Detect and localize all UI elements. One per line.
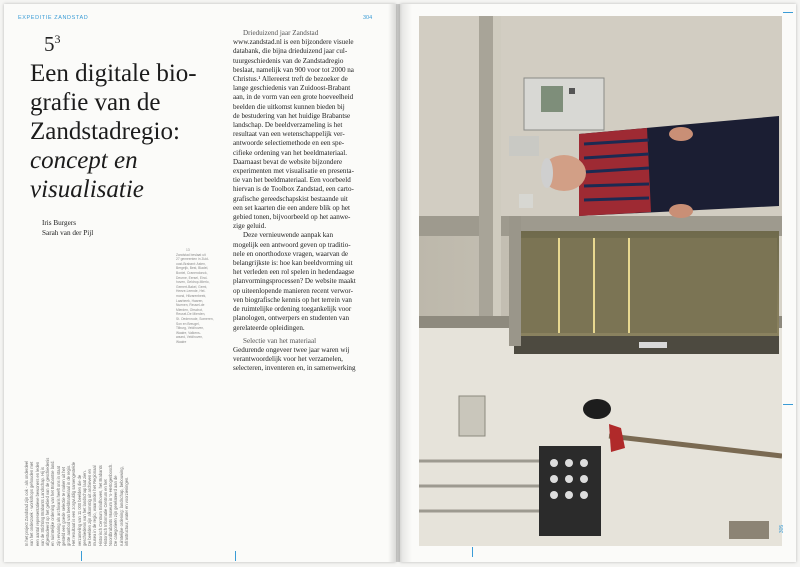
- body-line: experimenten met visualisatie en presenta-: [233, 167, 354, 176]
- body-line: Christus.¹ Allereerst treft de bezoeker de: [233, 75, 348, 84]
- body-line: antwoorde selectiemethode en een spe-: [233, 139, 345, 148]
- right-page: [400, 4, 796, 562]
- body-line: cifieke ordening van het beeldmateriaal.: [233, 148, 348, 157]
- side-note-line: Boxtel, Cranendonck,: [176, 270, 208, 275]
- body-line: belangrijkste is: hoe kan beeldvorming uit: [233, 259, 353, 268]
- rotated-note-line: ruimtelijke ordening: landschap, bebouwing,: [118, 466, 124, 546]
- side-note-line: Nuenen, Reusel-de: [176, 303, 205, 308]
- title-line-italic: concept en: [30, 147, 138, 174]
- blue-tick-mark: [472, 547, 473, 557]
- body-line: het verleden een rol spelen in hedendaagse: [233, 268, 355, 277]
- body-line: beelden die uitkomst kunnen bieden bij: [233, 102, 345, 111]
- rotated-note-line: Historisch Informatie Centrum en het: [102, 479, 108, 546]
- rotated-note-line: Noordbrabants Museum in 's-Hertogenbosch.: [108, 463, 113, 546]
- body-line: gerelateerde opleidingen.: [233, 323, 305, 332]
- rotated-note-line: een aantal representatieve bewoners en leden: [34, 461, 40, 546]
- side-note-line: hoven, Geldrop-Mierlo,: [176, 280, 210, 285]
- authors: [42, 218, 93, 238]
- rotated-note-line: In het project Zandstad zijn ook - als onderdeel: [24, 460, 29, 546]
- body-line: op uiteenlopende manieren recent verwor-: [233, 286, 354, 295]
- side-note-line: Deurne, Eersel, Eind-: [176, 275, 208, 280]
- chapter-number: [44, 32, 61, 57]
- body-line: planvormingsprocessen? De website maakt: [233, 277, 356, 286]
- left-page: [4, 4, 396, 562]
- rotated-note-line: De categorieën zijn gerelateerd aan de: [113, 475, 119, 546]
- rotated-note-line: van het onderzoek - workshops gehouden met: [29, 461, 35, 546]
- body-text: [233, 29, 381, 374]
- rotated-note-line: infrastructuur, water en voorzieningen.: [123, 476, 129, 546]
- body-line: www.zandstad.nl is een bijzondere visuele: [233, 38, 354, 47]
- body-line: gebied tonen, bijvoorbeeld op het aanwe-: [233, 213, 351, 222]
- side-note-number: 13: [186, 248, 190, 252]
- body-line: selecteren, inventeren en, in samenwerking: [233, 364, 356, 373]
- side-note-line: mond, Hilvarenbeek,: [176, 293, 207, 298]
- blue-tick-mark: [783, 404, 793, 405]
- body-line: beslaat, namelijk van 900 voor tot 2000 na: [233, 65, 354, 74]
- body-line: de ruimtelijke ordening toegankelijk voor: [233, 305, 352, 314]
- body-line: Deze vernieuwende aanpak kan: [243, 231, 334, 240]
- body-line: databank, die bijna drieduizend jaar cul-: [233, 47, 348, 56]
- rotated-note-line: gesteld een goede selectie te maken uit het: [60, 467, 66, 546]
- article-title: [30, 59, 235, 204]
- rotated-note-line: verzameling van 11 000 beelden die de: [76, 474, 82, 546]
- body-line: verantwoordelijk voor het verzamelen,: [233, 355, 343, 364]
- rotated-notes: [24, 416, 129, 546]
- page-number-left: 304: [363, 15, 373, 21]
- title-line: Een digitale bio-: [30, 60, 197, 87]
- side-note-line: Bergeijk, Best, Bladel,: [176, 266, 209, 271]
- body-line: lange geschiedenis van Zuidoost-Brabant: [233, 84, 351, 93]
- side-note-line: 27 gemeenten in Zuid-: [176, 257, 209, 262]
- rotated-note-line: en ruimtelijke ordening van het Brabantse land.: [50, 460, 56, 546]
- photo-illustration: [419, 16, 782, 546]
- side-note-line: Waalre, Valkens-: [176, 330, 201, 335]
- side-note-line: Waalre: [176, 339, 187, 344]
- side-note-line: Zandstad beslaat uit: [176, 252, 206, 257]
- blue-tick-mark: [81, 551, 82, 561]
- title-line: Zandstadregio:: [30, 118, 180, 145]
- title-line-italic: visualisatie: [30, 176, 144, 203]
- body-line: tuurgeschiedenis van de Zandstadregio: [233, 56, 344, 65]
- side-note-line: Mierden, Oirschot,: [176, 307, 203, 312]
- body-line: planologen, ontwerpers en studenten van: [233, 314, 350, 323]
- blue-tick-mark: [783, 12, 793, 13]
- body-line: Gedurende ongeveer twee jaar waren wij: [233, 345, 350, 354]
- side-note-line: Heeze-Leende, Hel-: [176, 289, 206, 294]
- side-note-line: Gemert-Bakel, Gemt,: [176, 284, 208, 289]
- page-number-right: 305: [779, 524, 786, 534]
- photo-man-in-workshop: [419, 16, 782, 546]
- body-line: tie van het beeldmateriaal. Een voorbeeld: [233, 176, 351, 185]
- rotated-note-line: Historisch Centrum Eindhoven, het Brabants: [97, 465, 103, 546]
- chapter-number-sup: 3: [54, 32, 61, 46]
- rotated-note-line: Zijn ervaring als archivaris heeft ons in staat: [55, 466, 61, 546]
- side-note-line: Laarbeek, Haaren,: [176, 298, 204, 303]
- side-note-line: St. Oedenrode, Someren,: [176, 316, 214, 321]
- body-line: nele en onorthodoxe vragen, waarvan de: [233, 249, 349, 258]
- body-line: landschap. De beeldverzameling is het: [233, 121, 343, 130]
- side-note-line: Reusel-De Mierden,: [176, 312, 206, 317]
- rotated-note-line: geschiedenis van het landschap laat zien.: [81, 470, 87, 546]
- blue-tick-mark: [235, 551, 236, 561]
- author-name: Iris Burgers: [42, 219, 77, 227]
- body-line: een set kaarten die een andere blik op het: [233, 203, 350, 212]
- body-line: mogelijk een antwoord geven op traditio-: [233, 240, 351, 249]
- rotated-note-line: Het resultaat is een zorgvuldig samengestelde: [71, 462, 77, 546]
- body-line: grafische gereedschapskist bestaande uit: [233, 194, 348, 203]
- rotated-note-line: afgestudeerd op het gebied van de geschiedenis: [45, 457, 50, 546]
- rotated-note-line: musea in de regio, waaronder het Regionaal: [92, 465, 98, 546]
- side-note: [176, 248, 218, 344]
- chapter-number-main: 5: [44, 32, 55, 56]
- side-note-line: Tilburg, Veldhoven,: [176, 326, 205, 331]
- body-line: aan, in de vorm van een grote hoeveelheid: [233, 93, 354, 102]
- rotated-note-line: grote aanbod van beeldmateriaal in de regio.: [66, 464, 71, 546]
- body-line: Daarnaast bevat de website bijzondere: [233, 157, 343, 166]
- side-note-line: Son en Breugel,: [176, 321, 200, 326]
- side-note-line: oost-Brabant: Asten,: [176, 261, 206, 266]
- body-line: hiervan is de Toolbox Zandstad, een carto-: [233, 185, 354, 194]
- side-note-line: waard, Veldhoven,: [176, 335, 204, 340]
- section-heading: Selectie van het materiaal: [243, 336, 317, 345]
- title-line: grafie van de: [30, 89, 161, 116]
- author-name: Sarah van der Pijl: [42, 229, 94, 237]
- rotated-note-line: van de Stichting Brabants Landschap. Hij is: [39, 467, 45, 546]
- running-head: EXPEDITIE ZANDSTAD: [18, 15, 89, 21]
- page-gutter: [388, 4, 412, 562]
- rotated-note-line: De beelden zijn afkomstig uit archieven en: [87, 469, 92, 546]
- body-line: ven biografische kennis op het terrein van: [233, 295, 352, 304]
- body-line: zige geluid.: [233, 222, 267, 231]
- body-line: resultaat van een wetenschappelijk ver-: [233, 130, 345, 139]
- section-heading: Drieduizend jaar Zandstad: [243, 29, 319, 37]
- body-line: de bestudering van het huidige Brabantse: [233, 111, 351, 120]
